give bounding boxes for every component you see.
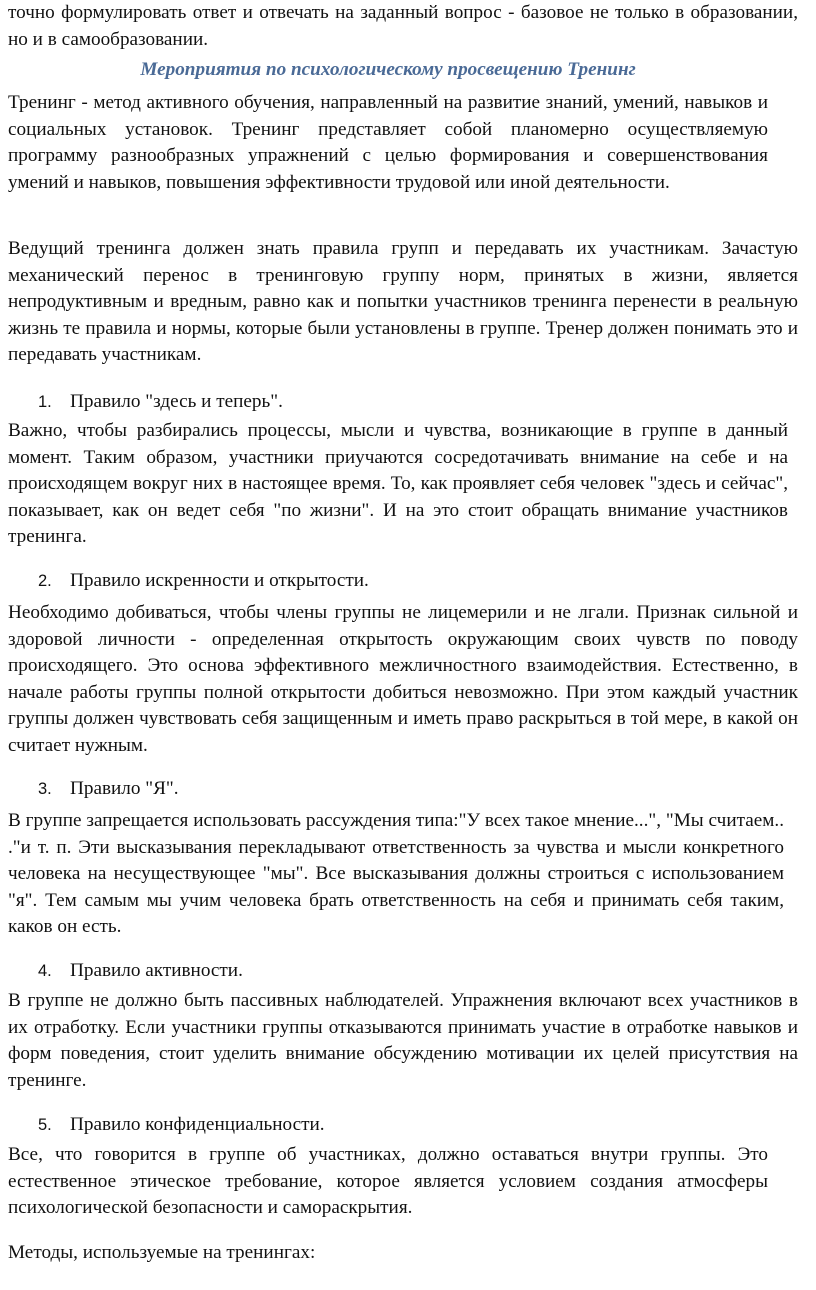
rule-heading-5 [8,1112,798,1138]
rule-text-4: В группе не должно быть пассивных наблюдателей. Упражнения включают всех участников в их отработку. Если участники группы отказываются принимать участие в отработке навыков и форм поведения, стоит уделить внимание обсуждению мотивации их целей присутствия на тренинге. [8,990,798,1091]
rule-heading-1 [8,389,798,415]
rule-title: Правило "Я". [70,778,179,799]
closing-paragraph: Методы, используемые на тренингах: [8,1242,316,1263]
rule-heading-4 [8,958,798,984]
rule-title: Правило искренности и открытости. [70,570,369,591]
rule-text-1: Важно, чтобы разбирались процессы, мысли и чувства, возникающие в группе в данный момент. Таким образом, участники приучаются сосредотачивать внимание на себе и на происходящем вокруг них в настоящее время. То, как проявляет себя человек "здесь и сейчас", показывает, как он ведет себя "по жизни". И на это стоит обращать внимание участников тренинга. [8,420,788,548]
rule-title: Правило активности. [70,960,243,981]
leader-paragraph: Ведущий тренинга должен знать правила групп и передавать их участникам. Зачастую механический перенос в тренинговую группу норм, принятых в жизни, является непродуктивным и вредным, равно как и попытки участников тренинга перенести в реальную жизнь те правила и нормы, которые были установлены в группе. Тренер должен понимать это и передавать участникам. [8,238,798,366]
rule-number: 2. [38,572,52,590]
rule-heading-3 [8,776,798,802]
rule-text-5: Все, что говорится в группе об участниках, должно оставаться внутри группы. Это естественное этическое требование, которое является условием создания атмосферы психологической безопасности и самораскрытия. [8,1144,768,1219]
rule-number: 3. [38,780,52,798]
rule-heading-2 [8,568,798,594]
section-heading: Мероприятия по психологическому просвещению Тренинг [140,59,636,80]
rule-title: Правило "здесь и теперь". [70,391,283,412]
rule-text-3: В группе запрещается использовать рассуждения типа:"У всех такое мнение...", "Мы считаем.. ."и т. п. Эти высказывания перекладывают ответственность за чувства и мысли конкретного человека на несуществующее "мы". Все высказывания должны строиться с использованием "я". Тем самым мы учим человека брать ответственность на себя и принимать себя таким, каков он есть. [8,810,784,938]
rule-number: 5. [38,1116,52,1134]
rule-number: 1. [38,393,52,411]
rule-title: Правило конфиденциальности. [70,1114,325,1135]
rule-number: 4. [38,962,52,980]
definition-paragraph: Тренинг - метод активного обучения, направленный на развитие знаний, умений, навыков и социальных установок. Тренинг представляет собой планомерно осуществляемую программу разнообразных упражнений с целью формирования и совершенствования умений и навыков, повышения эффективности трудовой или иной деятельности. [8,92,768,193]
rule-text-2: Необходимо добиваться, чтобы члены группы не лицемерили и не лгали. Признак сильной и здоровой личности - определенная открытость окружающим своих чувств по поводу происходящего. Это основа эффективного межличностного взаимодействия. Естественно, в начале работы группы полной открытости добиться невозможно. При этом каждый участник группы должен чувствовать себя защищенным и иметь право раскрыться в той мере, в какой он считает нужным. [8,602,798,756]
intro-paragraph: точно формулировать ответ и отвечать на заданный вопрос - базовое не только в образовании, но и в самообразовании. [8,2,798,50]
